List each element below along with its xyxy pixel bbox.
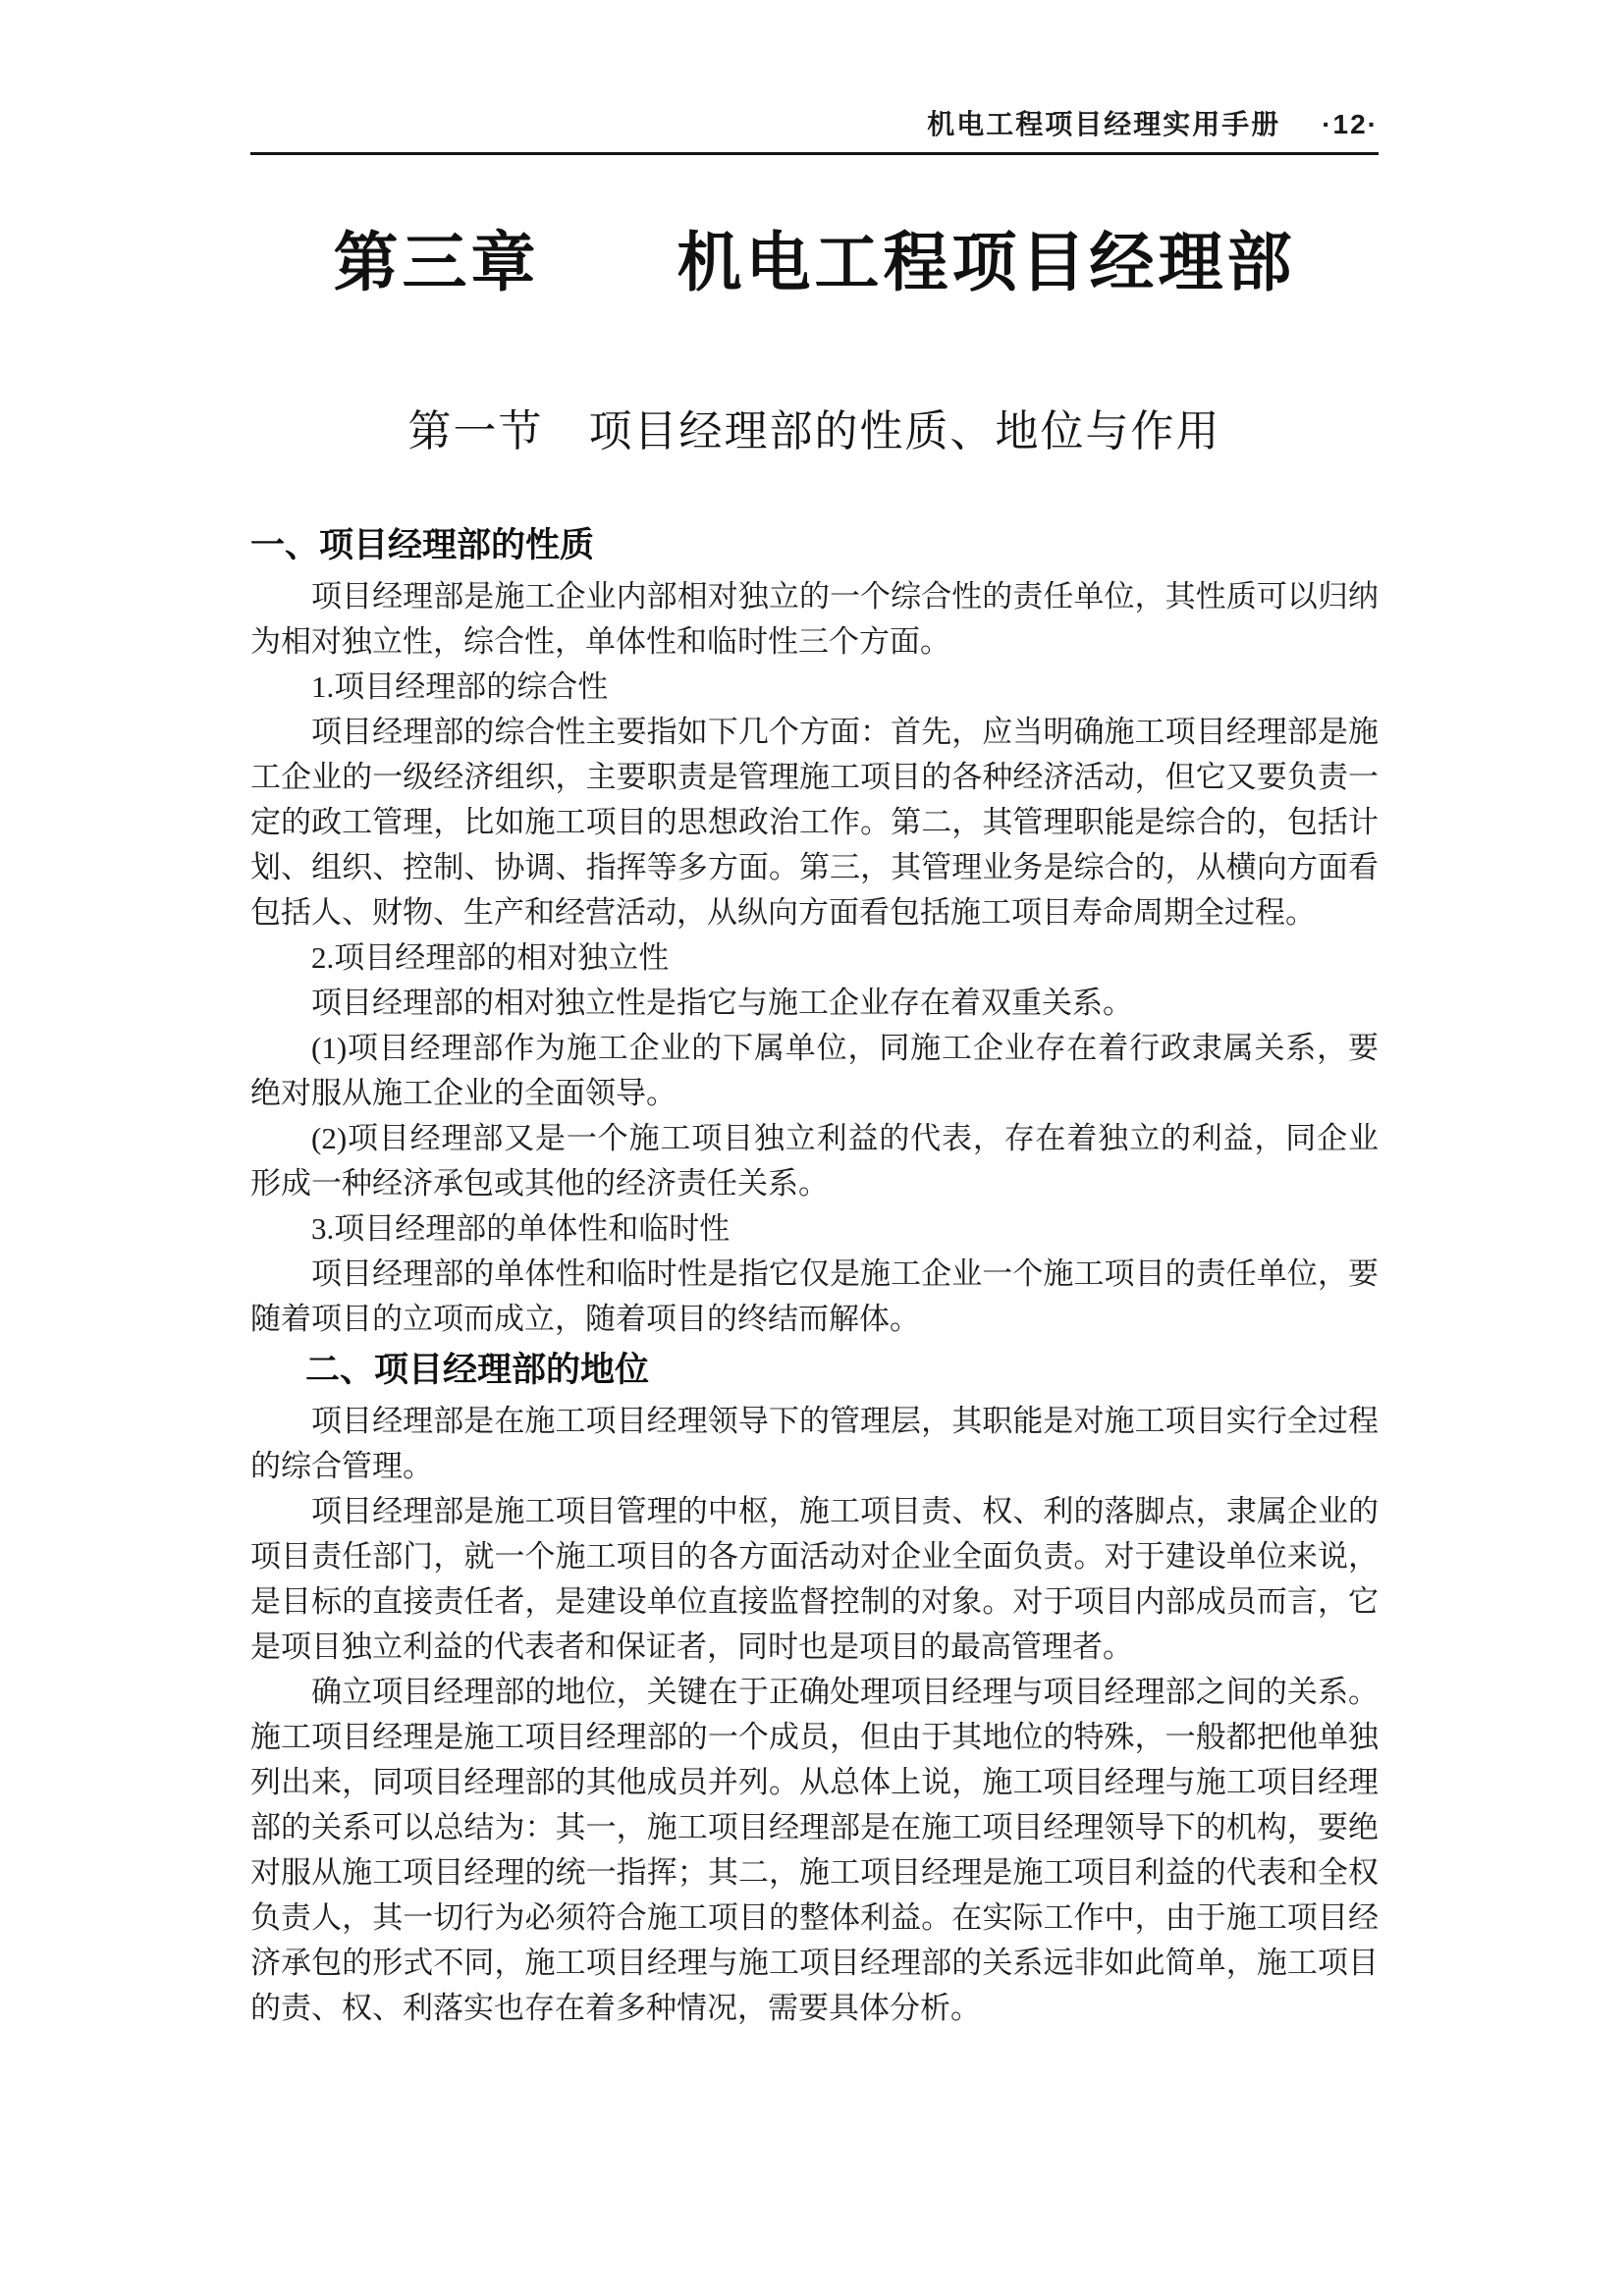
chapter-title: 第三章 机电工程项目经理部	[333, 226, 1296, 298]
running-title: 机电工程项目经理实用手册	[927, 109, 1281, 139]
paragraph-status-hub: 项目经理部是施工项目管理的中枢，施工项目责、权、利的落脚点，隶属企业的项目责任部门，就一个施工项目的各方面活动对企业全面负责。对于建设单位来说，是目标的直接责任者，是建设单位直接监督控制的对象。对于项目内部成员而言，它是项目独立利益的代表者和保证者，同时也是项目的最高管理者。	[250, 1494, 1379, 1664]
paragraph-independence-point-1: (1)项目经理部作为施工企业的下属单位，同施工企业存在着行政隶属关系，要绝对服从施工企业的全面领导。	[250, 1031, 1379, 1110]
paragraph-nature-intro: 项目经理部是施工企业内部相对独立的一个综合性的责任单位，其性质可以归纳为相对独立性，综合性，单体性和临时性三个方面。	[250, 579, 1379, 659]
subheading-singleness-temporariness: 3.项目经理部的单体性和临时性	[311, 1211, 731, 1246]
subheading-comprehensiveness: 1.项目经理部的综合性	[311, 669, 609, 704]
page-number: ·12·	[1322, 109, 1379, 139]
major-heading-1: 一、项目经理部的性质	[250, 526, 595, 564]
paragraph-independence-point-2: (2)项目经理部又是一个施工项目独立利益的代表，存在着独立的利益，同企业形成一种经济承包或其他的经济责任关系。	[250, 1121, 1379, 1201]
body-text	[250, 517, 1379, 2031]
major-heading-2: 二、项目经理部的地位	[305, 1351, 650, 1389]
page-header	[250, 103, 1379, 152]
paragraph-status-intro: 项目经理部是在施工项目经理领导下的管理层，其职能是对施工项目实行全过程的综合管理。	[250, 1404, 1379, 1483]
paragraph-independence-intro: 项目经理部的相对独立性是指它与施工企业存在着双重关系。	[311, 986, 1133, 1020]
subheading-independence: 2.项目经理部的相对独立性	[311, 940, 670, 975]
header-rule	[250, 152, 1379, 155]
paragraph-status-relationship: 确立项目经理部的地位，关键在于正确处理项目经理与项目经理部之间的关系。施工项目经理是施工项目经理部的一个成员，但由于其地位的特殊，一般都把他单独列出来，同项目经理部的其他成员并列。从总体上说，施工项目经理与施工项目经理部的关系可以总结为：其一，施工项目经理部是在施工项目经理领导下的机构，要绝对服从施工项目经理的统一指挥；其二，施工项目经理是施工项目利益的代表和全权负责人，其一切行为必须符合施工项目的整体利益。在实际工作中，由于施工项目经济承包的形式不同，施工项目经理与施工项目经理部的关系远非如此简单，施工项目的责、权、利落实也存在着多种情况，需要具体分析。	[250, 1675, 1379, 2025]
paragraph-singleness-temporariness: 项目经理部的单体性和临时性是指它仅是施工企业一个施工项目的责任单位，要随着项目的立项而成立，随着项目的终结而解体。	[250, 1256, 1379, 1336]
section-title: 第一节 项目经理部的性质、地位与作用	[407, 407, 1221, 455]
paragraph-comprehensiveness: 项目经理部的综合性主要指如下几个方面：首先，应当明确施工项目经理部是施工企业的一级经济组织，主要职责是管理施工项目的各种经济活动，但它又要负责一定的政工管理，比如施工项目的思想政治工作。第二，其管理职能是综合的，包括计划、组织、控制、协调、指挥等多方面。第三，其管理业务是综合的，从横向方面看包括人、财物、生产和经营活动，从纵向方面看包括施工项目寿命周期全过程。	[250, 715, 1379, 930]
